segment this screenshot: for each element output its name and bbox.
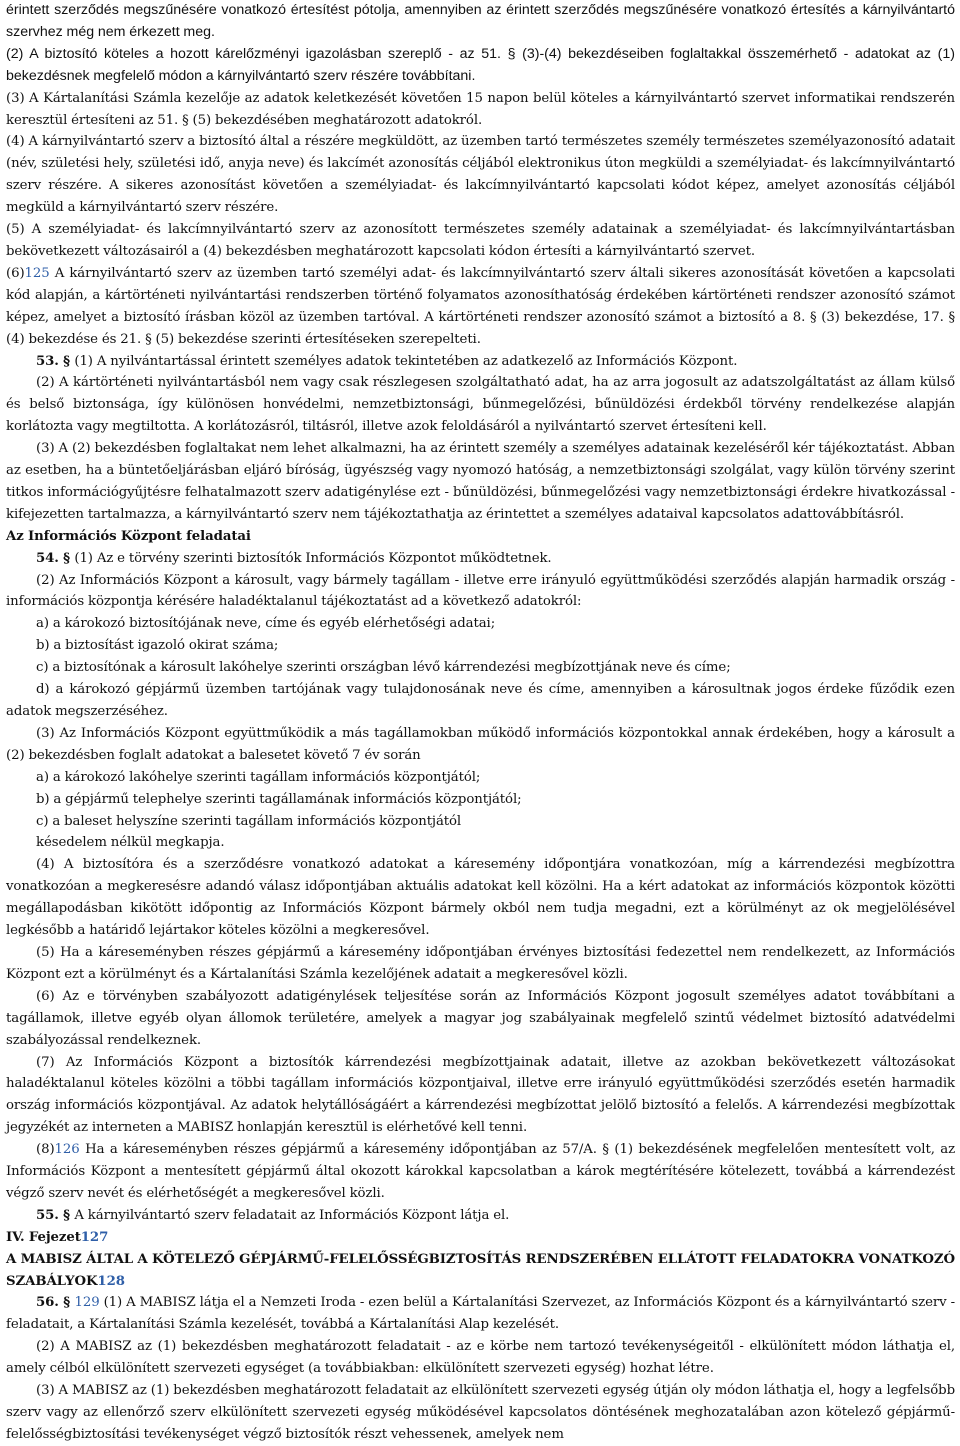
- list-item-15: [6, 679, 955, 723]
- paragraph-2: [6, 88, 955, 132]
- section-number: 53. §: [36, 353, 75, 369]
- paragraph-text: c) a biztosítónak a károsult lakóhelye szerinti országban lévő kárrendezési megbízottjának neve és címe;: [36, 660, 731, 676]
- paragraph-30: [6, 1336, 955, 1380]
- paragraph-10: [6, 548, 955, 570]
- footnote-link[interactable]: 127: [80, 1229, 109, 1245]
- list-item-17: [6, 767, 955, 789]
- list-item-19: [6, 811, 955, 833]
- paragraph-text: A kárnyilvántartó szerv az üzemben tartó személyi adat- és lakcímnyilvántartó szerv általi sikeres azonosítását követően a kapcsolati kód alapján, a kártörténeti nyilvántartási rendszerben történő folyamatos azonosíthatóság érdekében kártörténeti rendszer azonosító számot képez, amelyet a biztosító írásban közöl az üzemben tartóval. A kártörténeti rendszer azonosító számot a biztosító a 8. § (3) bekezdése, 17. § (4) bekezdése és 21. § (5) bekezdése szerinti értesítéseken szerepelteti.: [6, 265, 955, 347]
- paragraph-text: (5) A személyiadat- és lakcímnyilvántartó szerv az azonosított természetes személy adatainak a személyiadat- és lakcímnyilvántartásban bekövetkezett változásairól a (4) bekezdésben meghatározott kapcsolati kódon értesíti a kárnyilvántartó szervet.: [6, 222, 955, 259]
- paragraph-text: (4) A biztosítóra és a szerződésre vonatkozó adatokat a káresemény időpontjára vonatkozóan, míg a kárrendezési megbízottra vonatkozóan a megkeresésre adandó válasz időpontjában aktuális adatokat kell közölni. Ha a kért adatokat az információs központok közötti megállapodásban kikötött időpontig az Információs Központ bármely okból nem tudja megadni, ezt a körülményt az ok megjelölésével legkésőbb a határidő lejártakor köteles közölni a megkeresővel.: [6, 857, 955, 939]
- paragraph-text: (3) Az Információs Központ együttműködik a más tagállamokban működő információs központokkal annak érdekében, hogy a károsult a (2) bekezdésben foglalt adatokat a balesetet követő 7 év során: [6, 725, 955, 763]
- footnote-link[interactable]: 125: [24, 265, 50, 281]
- section-heading-9: [6, 526, 955, 548]
- section-number: 55. §: [36, 1207, 75, 1223]
- section-number: 54. §: [36, 550, 75, 566]
- paragraph-6: [6, 351, 955, 373]
- paragraph-text: (4) A kárnyilvántartó szerv a biztosító által a részére megküldött, az üzemben tartó természetes személy természetes személyazonosító adatait (név, születési hely, születési idő, anyja neve) és lakcímét azonosítás céljából elektronikus úton megküldi a személyiadat- és lakcímnyilvántartó szerv részére. A sikeres azonosítást követően a személyiadat- és lakcímnyilvántartó kapcsolati kódot képez, amelyet azonosítás céljából megküld a kárnyilvántartó szerv részére.: [6, 134, 955, 216]
- paragraph-16: [6, 723, 955, 767]
- paragraph-text: (1) A nyilvántartással érintett személyes adatok tekintetében az adatkezelő az Információs Központ.: [74, 353, 738, 369]
- paragraph-text: érintett szerződés megszűnésére vonatkozó értesítést pótolja, amennyiben az érintett szerződés megszűnésére vonatkozó értesítés a kárnyilvántartó szervhez még nem érkezett meg.: [6, 2, 955, 40]
- list-item-18: [6, 789, 955, 811]
- paragraph-text: Ha a káreseményben részes gépjármű a káresemény időpontjában az 57/A. § (1) bekezdésének megfelelően mentesített volt, az Információs Központ a mentesített gépjármű által okozott károkkal kapcsolatban a károk megtérítésére kötelezett, továbbá a kárrendezést végző szerv nevét és elérhetőségét a megkeresővel közli.: [6, 1142, 955, 1201]
- list-item-14: [6, 657, 955, 679]
- paragraph-text: b) a biztosítást igazoló okirat száma;: [36, 638, 279, 654]
- paragraph-text: (2) A MABISZ az (1) bekezdésben meghatározott feladatait - az e körbe nem tartozó tevékenységeitől - elkülönített módon láthatja el, amely célból elkülönített szervezeti egységet (a továbbiakban: elkülönített szervezeti egység) hozhat létre.: [6, 1339, 955, 1377]
- list-item-13: [6, 635, 955, 657]
- paragraph-text: (2) Az Információs Központ a károsult, vagy bármely tagállam - illetve erre irányuló együttműködési szerződés alapján harmadik ország - információs központja kérésére haladéktalanul tájékoztatást ad a következő adatokról:: [6, 572, 955, 610]
- paragraph-text: (3) A (2) bekezdésben foglaltakat nem lehet alkalmazni, ha az érintett személy a személyes adatainak kezeléséről kér tájékoztatást. Abban az esetben, ha a büntetőeljárásban eljáró bíróság, ügyészség vagy nyomozó hatóság, a nemzetbiztonsági szolgálat, vagy külön törvény szerint titkos információgyűjtésre felhatalmazott szerv adatigénylése ezt - bűnüldözési, bűnmegelőzési vagy nemzetbiztonsági érdekre hivatkozással - kifejezetten tartalmazza, a kárnyilvántartó szerv nem tájékoztathatja az érintettet a személyes adataival kapcsolatos adattovábbításról.: [6, 441, 955, 522]
- paragraph-text: IV. Fejezet: [6, 1229, 81, 1245]
- paragraph-text: a) a károkozó lakóhelye szerinti tagállam információs központjától;: [36, 769, 481, 785]
- paragraph-text: (2) A biztosító köteles a hozott kárelőzményi igazolásban szereplő - az 51. § (3)-(4) bekezdéseiben foglaltakkal összemérhető - adatokat az (1) bekezdésnek megfelelő módon a kárnyilvántartó szerv részére továbbítani.: [6, 45, 955, 84]
- paragraph-22: [6, 942, 955, 986]
- paragraph-text: a) a károkozó biztosítójának neve, címe és egyéb elérhetőségi adatai;: [36, 616, 496, 632]
- footnote-link[interactable]: 128: [97, 1273, 125, 1289]
- section-number: 56. §: [36, 1295, 75, 1311]
- paragraph-text: A kárnyilvántartó szerv feladatait az Információs Központ látja el.: [74, 1207, 510, 1223]
- paragraph-text: c) a baleset helyszíne szerinti tagállam információs központjától: [36, 813, 462, 829]
- paragraph-text: (2) A kártörténeti nyilvántartásból nem vagy csak részlegesen szolgáltatható adat, ha az arra jogosult az adatszolgáltatást az állam külső és belső biztonsága, így különösen honvédelmi, nemzetbiztonsági, bűnmegelőzési, bűnüldözési érdekből törvény rendelkezése alapján korlátozta vagy megtiltotta. A korlátozásról, tiltásról, illetve azok feloldásáról a nyilvántartó szervet értesíteni kell.: [6, 375, 955, 435]
- paragraph-text: (7) Az Információs Központ a biztosítók kárrendezési megbízottjainak adatait, illetve az azokban bekövetkezett változásokat haladéktalanul köteles közölni a többi tagállam információs központjaival, illetve erre irányuló együttműködési szerződés esetén harmadik ország információs központjával. Az adatok helytállóságáért a kárrendezési megbízottat jelölő biztosító a felelős. A kárrendezési megbízottak jegyzékét az interneten a MABISZ honlapján keresztül is elérhetővé kell tenni.: [6, 1054, 955, 1136]
- chapter-heading-28: [6, 1249, 955, 1293]
- paragraph-text: d) a károkozó gépjármű üzemben tartójának vagy tulajdonosának neve és címe, amennyiben a károsultnak jogos érdeke fűződik ezen adatok megszerzéséhez.: [6, 682, 955, 719]
- paragraph-text: (8): [36, 1142, 55, 1158]
- paragraph-text: (3) A Kártalanítási Számla kezelője az adatok keletkezését követően 15 napon belül köteles a kárnyilvántartó szervet informatikai rendszerén keresztül értesíteni az 51. § (5) bekezdésében meghatározott adatokról.: [6, 90, 955, 128]
- footnote-link[interactable]: 129: [74, 1295, 100, 1311]
- paragraph-29: [6, 1292, 955, 1336]
- paragraph-8: [6, 438, 955, 526]
- paragraph-text: késedelem nélkül megkapja.: [36, 835, 225, 851]
- paragraph-23: [6, 986, 955, 1052]
- paragraph-7: [6, 372, 955, 438]
- paragraph-3: [6, 131, 955, 219]
- paragraph-26: [6, 1205, 955, 1227]
- paragraph-text: (1) Az e törvény szerinti biztosítók Információs Központot működtetnek.: [74, 550, 552, 566]
- paragraph-text: A MABISZ ÁLTAL A KÖTELEZŐ GÉPJÁRMŰ-FELELŐSSÉGBIZTOSÍTÁS RENDSZERÉBEN ELLÁTOTT FELADATOKRA VONATKOZÓ SZABÁLYOK: [6, 1251, 955, 1289]
- paragraph-text: (3) A MABISZ az (1) bekezdésben meghatározott feladatait az elkülönített szervezeti egység útján oly módon láthatja el, hogy a legfelsőbb szerv vagy az ellenőrző szerv elkülönített szervezeti egység működésével kapcsolatos döntésének meghozatalában azon kötelező gépjármű-felelősségbiztosítási tevékenységet végző biztosítók részt vehessenek, amelyek nem: [6, 1383, 955, 1442]
- paragraph-text: b) a gépjármű telephelye szerinti tagállamának információs központjától;: [36, 791, 522, 807]
- paragraph-text: Az Információs Központ feladatai: [6, 528, 251, 544]
- document-page: [6, 0, 955, 1446]
- paragraph-text: (5) Ha a káreseményben részes gépjármű a káresemény időpontjában érvényes biztosítási fedezettel nem rendelkezett, az Információs Központ ezt a körülményt és a Kártalanítási Számla kezelőjének adatait a megkeresővel közli.: [6, 944, 955, 982]
- paragraph-0: [6, 0, 955, 44]
- paragraph-5: [6, 263, 955, 351]
- paragraph-text: (1) A MABISZ látja el a Nemzeti Iroda - ezen belül a Kártalanítási Szervezet, az Információs Központ és a kárnyilvántartó szerv - feladatait, a Kártalanítási Számla kezelését, továbbá a Kártalanítási Alap kezelését.: [6, 1295, 955, 1333]
- paragraph-21: [6, 854, 955, 942]
- footnote-link[interactable]: 126: [54, 1142, 80, 1158]
- paragraph-text: (6): [6, 265, 25, 281]
- paragraph-4: [6, 219, 955, 263]
- paragraph-1: [6, 44, 955, 88]
- list-item-12: [6, 613, 955, 635]
- paragraph-text: (6) Az e törvényben szabályozott adatigénylések teljesítése során az Információs Központ jogosult személyes adatot továbbítani a tagállamok, illetve egyéb olyan állomok területére, amelyek a magyar jog szabályainak megfelelő szintű védelmet biztosító adatvédelmi szabályozással rendelkeznek.: [6, 988, 955, 1048]
- list-item-20: [6, 832, 955, 854]
- chapter-heading-27: [6, 1227, 955, 1249]
- paragraph-31: [6, 1380, 955, 1446]
- paragraph-25: [6, 1139, 955, 1205]
- paragraph-24: [6, 1052, 955, 1140]
- paragraph-11: [6, 570, 955, 614]
